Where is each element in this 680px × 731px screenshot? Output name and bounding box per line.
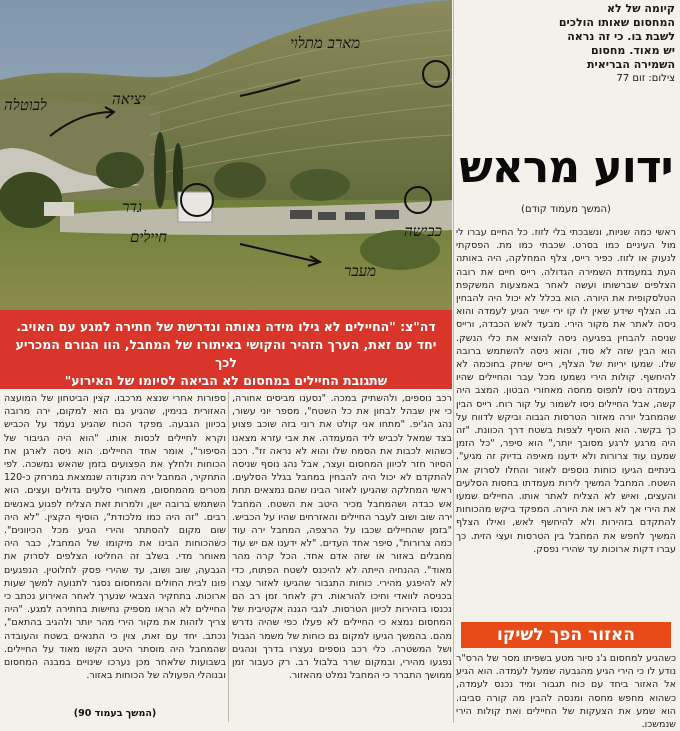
label-top-left-1: לבוטלה — [4, 96, 47, 114]
photo-illustration — [0, 0, 452, 310]
quote-line: דה"צ: "החיילים לא גילו מידה נאותה ונדרשת של חתירה למגע עם האויב. — [16, 319, 436, 334]
caption-line: יש מאוד. מחסום — [590, 44, 675, 57]
label-bottom-right: כבישה — [404, 222, 442, 240]
column-divider — [453, 0, 454, 723]
headline-continuation: (המשך מעמוד קודם) — [521, 204, 611, 215]
label-bottom: מעבר — [344, 262, 376, 280]
photo-caption — [457, 2, 675, 90]
article-column-middle: רכב נוספים, ולהשתיק במכה. "נסענו מביסים אחורה, כי אין שבהל לבחון את כל השטח", מספר יוני עשור, נהג הג'יפ. "מתחו אני קולט את רוני בזה שוכב פצוע בצד שמאל לכביש ליד המעמדה. את אבי עזרא מצאנו כשהוא לכבות את הסמח שלו והוא לא נראה זז". רכב הסיור חזר לכיוון המחסום ועצר, אבל נהג נוסף שניסה להתקדם לא יכול היה להבחין במחבל בגלל הסלעים. ראשי המחלקה שהגיעו לאזור הבינו שהם נמצאים תחת אש כבדה ושהמחבל מכיר היטב את השטח. המחבל ירה שוב ושוב לעבר החיילים והאזרחים שהיו על הכביש. "בזמן שהחיילים שכבו על הרצפה, המחבל ירה עוד כמה צרורות", סיפר אחד העדים. "לא ידענו אם יש עוד מחבלים באזור או שזה אדם אחד. הכל קרה מהר מאוד". ההנחיה הייתה לא להיכנס לשטח הפתוח, כדי לא להיפגע מהירי. כוחות התגבור שהגיעו לאזור עצרו בכניסה לוואדי וחיכו להוראות. רק לאחר זמן רב הם נכנסו בזהירות לכיוון הטרסות. לגבי הגנה אקטיבית של המחסום נמצא כי החיילים לא פעלו כפי שהיה נדרש מהם. בהמשך הגיעו למקום גם כוחות של משמר הגבול ושל המשטרה. כלי רכב נוספים נעצרו בדרך ונהגים נפגעו מהירי, ובמקום שרר בלבול רב. רק כעבור זמן ממושך התברר כי המחבל נמלט מהאזור. — [232, 393, 452, 682]
building — [44, 202, 74, 216]
pull-quote-banner — [0, 310, 452, 389]
quote-line: יחד עם זאת, הערך הזהיר והקושי באיתורו של המחבל, הוו הגורם המכריע לכך — [15, 337, 437, 370]
caption-line: קיומה של לא — [607, 2, 675, 15]
landscape-photo — [0, 0, 452, 310]
column-divider — [228, 392, 229, 722]
article-column-right-lower: כשהגיע למחסום ג'נ סיור מטע בשפיתו מסר של הרס"ר נודע לו כי הירי הגיע מהגבעה שמעל לעמדה. הוא הגיע אל האזור ביחד עם כוח תגבור ומיד נכנס לעמדה, כשהוא מחפש מחסה ומנסה להבין מה קורה סביבו. הוא שמע את הצעקות של החיילים ואת קולות הירי שנמשכו. — [456, 653, 676, 731]
photo-credit: צילום: זום 77 — [616, 73, 675, 84]
label-top-center: מארב מתלוי — [290, 34, 361, 52]
caption-line: המחסום שאותו הולכים — [558, 16, 675, 29]
subheading: האזור הפך לשיקו — [461, 622, 671, 648]
caption-line: השמירה הבריאית — [587, 58, 675, 71]
label-top-left-2: יציאה — [112, 90, 146, 108]
article-column-right: ראשי כמה שניות, ונשבכתי בלי לזוז. כל החיים עברו לי מול העיניים כמו בסרט. שכבתי כמו מת. הפסקתי לנעוק או לזוז. כפיר רייס, צלף המחלקה, היה באותה העת במעמדת השמירה הגדולה. רייס חיים את רובה הצלפים שברשותו ועשה לאחר באמצעות המשקפת הטלסקופית את היורה. הוא בכלל לא יכול היה להבחין בו. הצלף שידע שאין לו קו ירי ישיר הגיע לעמדה והוא ניסה לאתר את מקור הירי. מבעד לאש הכבדה, ורייס שניסה להבחין בפגיעה ניסה להוציא את כלי הנשק. הוא הבין שזה לא סוד, והוא ניסה להשתמש ברובה שלו. שמעו יריות של הצלף, רייס שיחק בחוכמה לא להיחשף. קולות הירי נשמעו מכל עבר והחיילים שהיו בעמדה ניסו לתפוס מחסה מאחורי הבטון. המצב היה קשה, אבל החיילים ניסו לשמור על קור רוח. רייס הבין שהמחבל יורה מאזור הטרסות הגבוה וביקש לדווח על כך בקשר. הוא הוסיף לצפות בשטח דרך הכוונת. "זה היה מרגע לרגע מסובך יותר," הוא סיפר, "כל הזמן שמענו עוד צרורות ולא ידענו מאיפה בדיוק זה מגיע". בינתיים הגיעו כוחות נוספים לאזור והחלו לסרוק את השטח. המחבל המשיך לירות מעמדתו בחסות הסלעים והעצים, ואיש לא הצליח לאתר אותו. החיילים שמעו את הירי אך לא ראו את היורה. המפקד ביקש מהכוחות להתקדם בזהירות ולא להיחשף לאש, ואילו הצלף המשיך לחפש את המחבל בין הטרסות ועצי הזית. כך עברו דקות ארוכות עד שהירי נפסק. — [456, 227, 676, 555]
label-mid-left-2: גדר — [122, 198, 143, 216]
caption-line: לשבת בו. כי זה נראה — [567, 30, 675, 43]
quote-line: שתגובת החיילים במחסום לא הביאה לסיומו של האירוע" — [64, 373, 388, 388]
continued-note: (המשך בעמוד 90) — [73, 708, 157, 719]
label-mid-left: חיילים — [130, 228, 168, 246]
headline: ידוע מראש — [459, 142, 673, 193]
article-column-left: ספורות אחרי שנצא מרכבו. קצין הביטחון של המועצה האזורית בנימין, שהגיע גם הוא למקום, ירה מרובה בכיוון הגבעה. מפקד הכוח שהגיע נעמד על הכביש וקרא לחיילים לכסות אותו. "הוא היה הגיבור של הסיפור", אומר אחד החיילים. הוא ניסה לארגן את הכוחות ולחלץ את הפצועים בזמן שהאש נמשכה. לפי התחקיר, המחבל ירה מנקודה שנמצאת במרחק כ-120 מטרים מהמחסום, מאחורי סלעים גדולים ועצים. הוא השתמש ברובה ישן, ולמרות זאת הצליח לפגוע באנשים רבים. "זה היה כמו מלכודת", הוסיף הקצין. "לא היה שום מקום להסתתר והירי הגיע מכל הכיוונים". כשהכוחות הבינו את מיקומו של המחבל, כבר היה מאוחר מדי. בשלב זה החליטו הצלפים לסרוק את הגבעה, שוב ושוב, עד שהירי פסק לחלוטין. הנפגעים פונו לבית החולים והמחסום נסגר לתנועה למשך שעות ארוכות. בתחקיר הצבאי שנערך לאחר האירוע נכתב כי החיילים לא הראו מספיק נחישות בחתירה למגע. "היה צריך לזהות את מקור הירי מהר יותר ולהגיב בהתאם", נכתב. יחד עם זאת, צוין כי התנאים בשטח והעובדה שהמחבל היה מוסתר היטב הקשו מאוד על החיילים. בשבועות שלאחר מכן נערכו שינויים במבנה המחסום ובנוהלי הפעולה של הכוחות באזור. — [4, 393, 226, 682]
